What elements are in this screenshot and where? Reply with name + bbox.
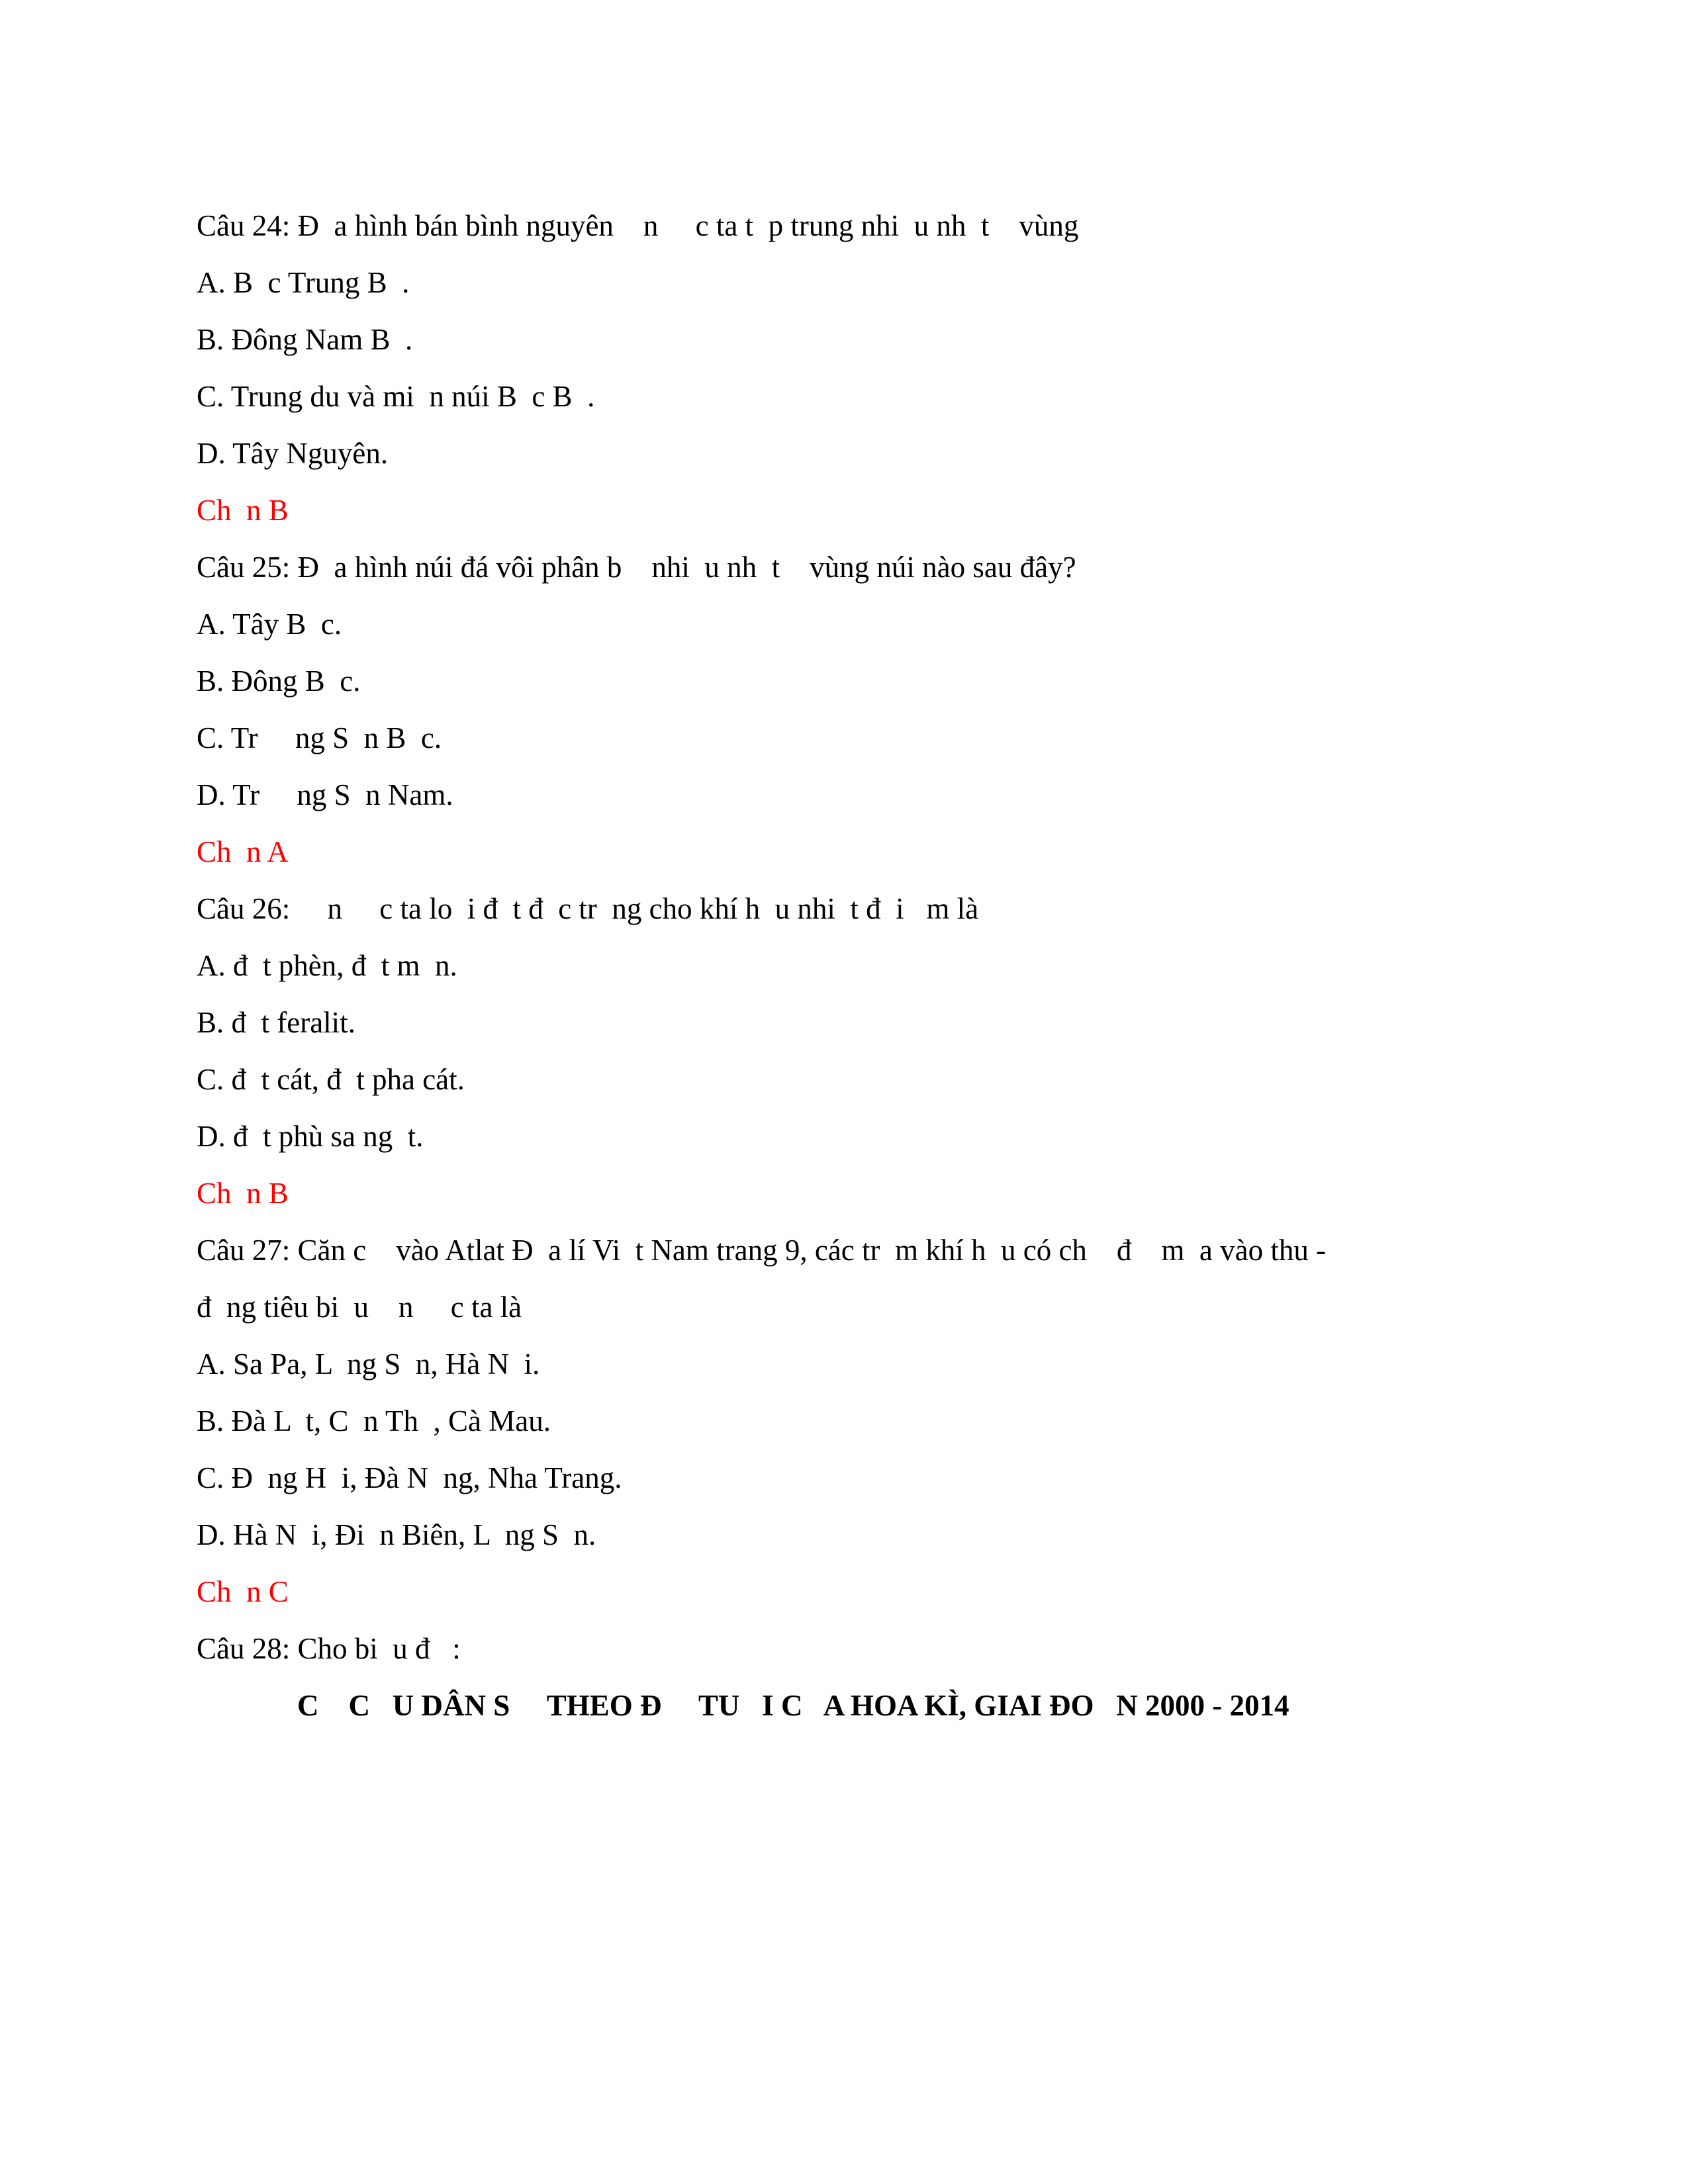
question-27-option-d: D. Hà N i, Đi n Biên, L ng S n. [197, 1518, 596, 1551]
question-24-option-a: A. B c Trung B . [197, 266, 410, 299]
question-24-option-d: D. Tây Nguyên. [197, 437, 389, 470]
question-25-option-a: A. Tây B c. [197, 608, 342, 641]
question-24-option-b: B. Đông Nam B . [197, 323, 413, 356]
question-25-option-d: D. Tr ng S n Nam. [197, 778, 453, 811]
question-27-option-c: C. Đ ng H i, Đà N ng, Nha Trang. [197, 1461, 622, 1494]
question-25-answer: Ch n A [197, 835, 289, 868]
question-26-text: Câu 26: n c ta lo i đ t đ c tr ng cho khí h u nhi t đ i m là [197, 892, 979, 925]
question-26-option-b: B. đ t feralit. [197, 1006, 355, 1039]
question-27-option-b: B. Đà L t, C n Th , Cà Mau. [197, 1404, 551, 1437]
question-24-option-c: C. Trung du và mi n núi B c B . [197, 380, 595, 413]
question-25-option-c: C. Tr ng S n B c. [197, 721, 442, 754]
question-26-option-c: C. đ t cát, đ t pha cát. [197, 1063, 465, 1096]
question-24-answer: Ch n B [197, 494, 289, 527]
question-25-option-b: B. Đông B c. [197, 664, 361, 698]
question-26-option-a: A. đ t phèn, đ t m n. [197, 949, 457, 982]
question-27-text-line-2: đ ng tiêu bi u n c ta là [197, 1291, 522, 1324]
question-27-text-line-1: Câu 27: Căn c vào Atlat Đ a lí Vi t Nam trang 9, các tr m khí h u có ch đ m a vào thu - [197, 1234, 1327, 1267]
question-27-answer: Ch n C [197, 1575, 289, 1608]
question-26-answer: Ch n B [197, 1177, 289, 1210]
question-27-option-a: A. Sa Pa, L ng S n, Hà N i. [197, 1347, 540, 1381]
chart-title: C C U DÂN S THEO Đ TU I C A HOA KÌ, GIAI ĐO N 2000 - 2014 [297, 1689, 1289, 1722]
question-25-text: Câu 25: Đ a hình núi đá vôi phân b nhi u nh t vùng núi nào sau đây? [197, 551, 1076, 584]
question-26-option-d: D. đ t phù sa ng t. [197, 1120, 424, 1153]
question-28-text: Câu 28: Cho bi u đ : [197, 1632, 461, 1665]
question-24-text: Câu 24: Đ a hình bán bình nguyên n c ta t p trung nhi u nh t vùng [197, 209, 1079, 242]
document-content [197, 197, 1494, 1734]
